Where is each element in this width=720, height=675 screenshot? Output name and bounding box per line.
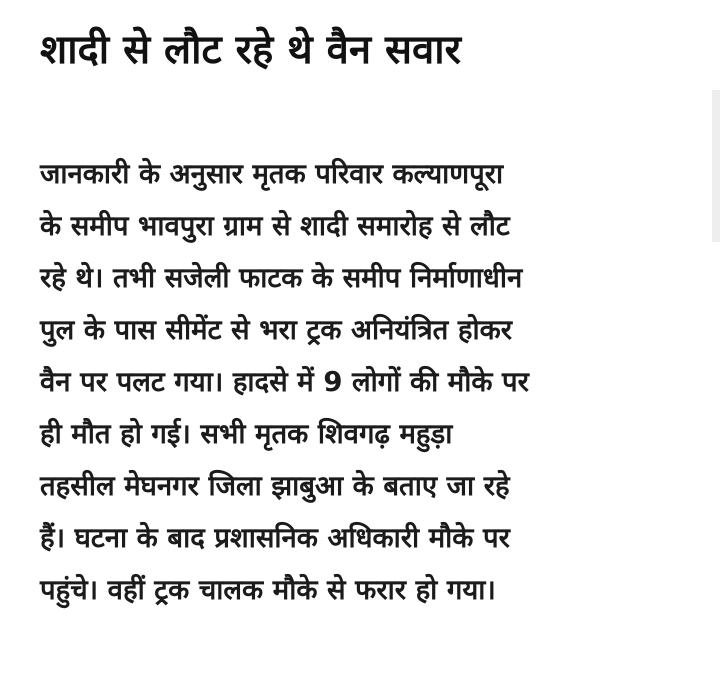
paragraph-line: ही मौत हो गई। सभी मृतक शिवगढ़ महुड़ा (40, 418, 453, 450)
paragraph-line: हैं। घटना के बाद प्रशासनिक अधिकारी मौके पर (40, 522, 510, 554)
paragraph-line: के समीप भावपुरा ग्राम से शादी समारोह से लौट (40, 210, 510, 242)
paragraph-line: पहुंचे। वहीं ट्रक चालक मौके से फरार हो गया। (40, 574, 496, 606)
paragraph-line: तहसील मेघनगर जिला झाबुआ के बताए जा रहे (40, 470, 510, 502)
paragraph-line: रहे थे। तभी सजेली फाटक के समीप निर्माणाधीन (40, 262, 523, 294)
paragraph-line: जानकारी के अनुसार मृतक परिवार कल्याणपूरा (40, 158, 504, 190)
paragraph-line: वैन पर पलट गया। हादसे में 9 लोगों की मौके पर (40, 366, 529, 398)
article-headline: शादी से लौट रहे थे वैन सवार (40, 27, 461, 73)
article-paragraph (40, 148, 676, 616)
paragraph-line: पुल के पास सीमेंट से भरा ट्रक अनियंत्रित होकर (40, 314, 513, 346)
scrollbar-track[interactable] (712, 90, 720, 242)
